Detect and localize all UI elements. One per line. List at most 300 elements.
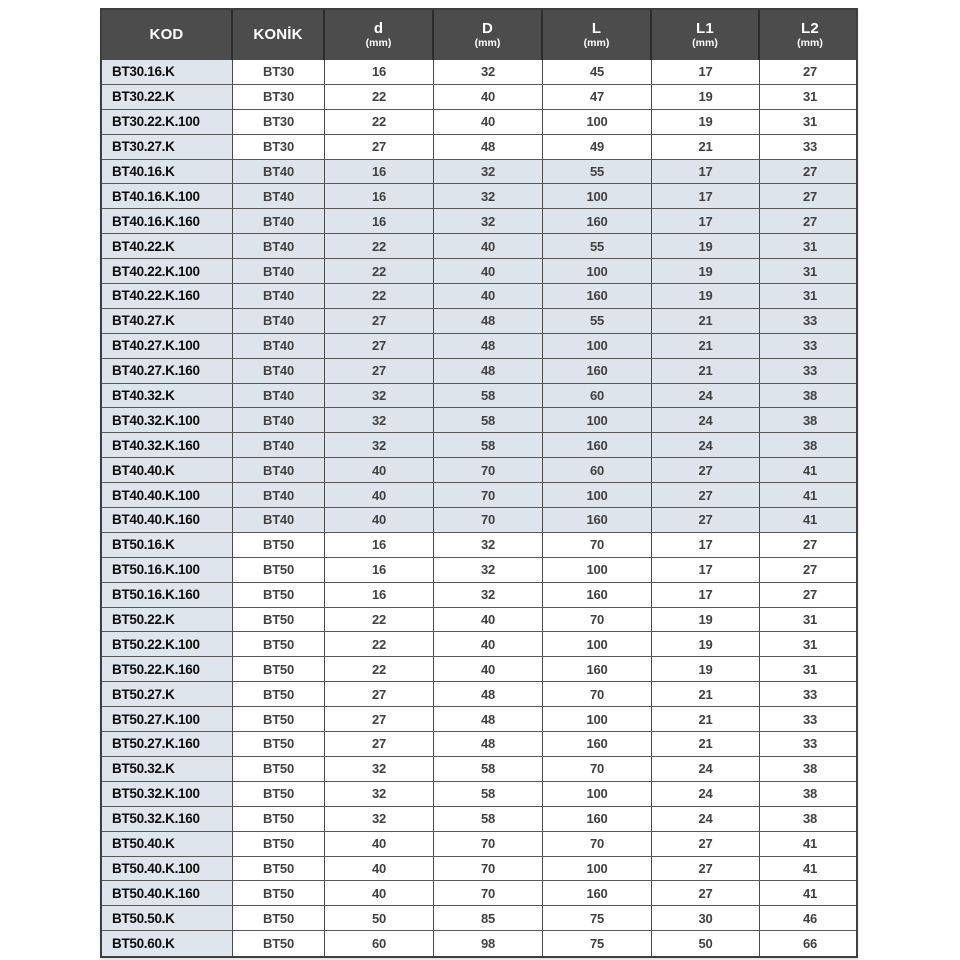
cell-l1: 19 <box>652 259 760 283</box>
column-unit: (mm) <box>797 36 823 49</box>
cell-l2: 38 <box>802 388 818 404</box>
table-row <box>102 284 856 309</box>
cell-l: 160 <box>543 807 652 831</box>
cell-d: 27 <box>325 732 434 756</box>
cell-l: 160 <box>543 359 652 383</box>
cell-l: 100 <box>543 483 652 507</box>
cell-l1: 17 <box>652 60 760 84</box>
cell-konik: BT40 <box>233 234 325 258</box>
cell-dcap: 58 <box>434 408 543 432</box>
cell-d: 22 <box>325 110 434 134</box>
cell-kod: BT50.50.K <box>102 906 233 930</box>
cell-dcap: 58 <box>434 782 543 806</box>
cell-kod: BT50.32.K.160 <box>102 807 233 831</box>
cell-l1: 27 <box>652 508 760 532</box>
cell-l: 100 <box>543 259 652 283</box>
cell-dcap: 32 <box>434 60 543 84</box>
cell-kod: BT40.16.K.160 <box>102 209 233 233</box>
column-unit: (mm) <box>692 36 718 49</box>
cell-kod: BT50.16.K.100 <box>102 558 233 582</box>
cell-d: 40 <box>325 508 434 532</box>
cell-dcap: 98 <box>434 931 543 956</box>
cell-d: 16 <box>325 60 434 84</box>
cell-dcap: 58 <box>434 433 543 457</box>
cell-l1: 30 <box>652 906 760 930</box>
column-label: L2 <box>801 20 819 38</box>
cell-l2: 27 <box>802 188 818 204</box>
cell-d: 22 <box>325 608 434 632</box>
cell-kod: BT40.32.K.100 <box>102 408 233 432</box>
cell-konik: BT40 <box>233 359 325 383</box>
table-row <box>102 408 856 433</box>
cell-l2: 38 <box>802 437 818 453</box>
table-row <box>102 433 856 458</box>
tool-holder-spec-table <box>100 8 858 958</box>
cell-dcap: 70 <box>434 857 543 881</box>
cell-l: 100 <box>543 184 652 208</box>
table-row <box>102 583 856 608</box>
cell-l1: 21 <box>652 732 760 756</box>
cell-konik: BT40 <box>233 309 325 333</box>
cell-l2: 41 <box>802 836 818 852</box>
cell-l1: 21 <box>652 309 760 333</box>
column-header-l1 <box>652 10 760 60</box>
cell-l1: 24 <box>652 782 760 806</box>
cell-d: 40 <box>325 857 434 881</box>
column-header-dcap <box>434 10 543 60</box>
cell-l2: 31 <box>802 661 818 677</box>
cell-l2: 33 <box>802 711 818 727</box>
cell-d: 22 <box>325 234 434 258</box>
cell-l: 160 <box>543 732 652 756</box>
cell-konik: BT30 <box>233 85 325 109</box>
cell-l: 100 <box>543 857 652 881</box>
cell-l: 160 <box>543 657 652 681</box>
cell-l2: 27 <box>802 562 818 578</box>
cell-konik: BT50 <box>233 707 325 731</box>
table-row <box>102 110 856 135</box>
table-row <box>102 384 856 409</box>
cell-l1: 27 <box>652 881 760 905</box>
cell-dcap: 48 <box>434 135 543 159</box>
cell-kod: BT40.22.K.160 <box>102 284 233 308</box>
cell-kod: BT30.16.K <box>102 60 233 84</box>
cell-l2: 38 <box>802 412 818 428</box>
cell-l2: 33 <box>802 139 818 155</box>
cell-l1: 17 <box>652 184 760 208</box>
cell-l: 100 <box>543 782 652 806</box>
cell-konik: BT50 <box>233 857 325 881</box>
cell-konik: BT50 <box>233 682 325 706</box>
cell-dcap: 70 <box>434 483 543 507</box>
cell-dcap: 40 <box>434 85 543 109</box>
cell-d: 32 <box>325 757 434 781</box>
cell-l: 60 <box>543 384 652 408</box>
cell-dcap: 48 <box>434 334 543 358</box>
cell-l2: 33 <box>802 313 818 329</box>
table-row <box>102 259 856 284</box>
cell-dcap: 48 <box>434 732 543 756</box>
cell-konik: BT40 <box>233 408 325 432</box>
cell-d: 22 <box>325 284 434 308</box>
cell-l1: 24 <box>652 384 760 408</box>
table-row <box>102 608 856 633</box>
cell-dcap: 40 <box>434 110 543 134</box>
cell-kod: BT50.32.K <box>102 757 233 781</box>
cell-d: 32 <box>325 384 434 408</box>
cell-l1: 24 <box>652 757 760 781</box>
cell-d: 16 <box>325 533 434 557</box>
cell-dcap: 32 <box>434 583 543 607</box>
cell-konik: BT50 <box>233 832 325 856</box>
cell-l: 55 <box>543 160 652 184</box>
cell-d: 22 <box>325 657 434 681</box>
table-row <box>102 234 856 259</box>
cell-l1: 19 <box>652 85 760 109</box>
cell-d: 32 <box>325 782 434 806</box>
cell-l2: 27 <box>802 537 818 553</box>
table-row <box>102 807 856 832</box>
cell-dcap: 32 <box>434 533 543 557</box>
cell-l: 55 <box>543 234 652 258</box>
cell-l2: 31 <box>802 612 818 628</box>
cell-konik: BT40 <box>233 284 325 308</box>
cell-l1: 19 <box>652 284 760 308</box>
cell-kod: BT40.27.K.160 <box>102 359 233 383</box>
column-header-kod <box>102 10 233 60</box>
table-row <box>102 657 856 682</box>
cell-kod: BT40.40.K <box>102 458 233 482</box>
table-row <box>102 533 856 558</box>
cell-l: 75 <box>543 906 652 930</box>
cell-kod: BT30.22.K <box>102 85 233 109</box>
cell-konik: BT50 <box>233 657 325 681</box>
cell-konik: BT50 <box>233 583 325 607</box>
cell-l1: 27 <box>652 483 760 507</box>
cell-dcap: 58 <box>434 384 543 408</box>
cell-l2: 31 <box>802 114 818 130</box>
cell-l2: 33 <box>802 338 818 354</box>
table-row <box>102 906 856 931</box>
cell-l2: 33 <box>802 686 818 702</box>
table-row <box>102 184 856 209</box>
cell-l: 100 <box>543 707 652 731</box>
cell-konik: BT50 <box>233 881 325 905</box>
cell-kod: BT50.22.K <box>102 608 233 632</box>
cell-kod: BT50.27.K <box>102 682 233 706</box>
cell-kod: BT40.27.K.100 <box>102 334 233 358</box>
cell-dcap: 48 <box>434 682 543 706</box>
cell-dcap: 40 <box>434 234 543 258</box>
cell-kod: BT50.32.K.100 <box>102 782 233 806</box>
cell-konik: BT50 <box>233 931 325 956</box>
cell-kod: BT50.16.K <box>102 533 233 557</box>
cell-dcap: 70 <box>434 508 543 532</box>
cell-kod: BT50.27.K.100 <box>102 707 233 731</box>
cell-l2: 41 <box>802 885 818 901</box>
cell-kod: BT50.22.K.160 <box>102 657 233 681</box>
table-row <box>102 209 856 234</box>
cell-dcap: 70 <box>434 881 543 905</box>
cell-d: 16 <box>325 583 434 607</box>
cell-l: 160 <box>543 583 652 607</box>
cell-d: 27 <box>325 309 434 333</box>
cell-l: 160 <box>543 284 652 308</box>
cell-l: 100 <box>543 558 652 582</box>
cell-l2: 41 <box>802 487 818 503</box>
column-header-d <box>325 10 434 60</box>
cell-l1: 19 <box>652 234 760 258</box>
cell-d: 16 <box>325 209 434 233</box>
cell-dcap: 32 <box>434 160 543 184</box>
column-label: D <box>481 20 494 38</box>
table-row <box>102 782 856 807</box>
cell-dcap: 58 <box>434 757 543 781</box>
cell-konik: BT40 <box>233 508 325 532</box>
cell-konik: BT40 <box>233 384 325 408</box>
cell-l: 47 <box>543 85 652 109</box>
cell-l: 70 <box>543 757 652 781</box>
cell-konik: BT30 <box>233 60 325 84</box>
table-body <box>102 60 856 956</box>
cell-l1: 17 <box>652 533 760 557</box>
cell-l: 55 <box>543 309 652 333</box>
cell-l1: 19 <box>652 110 760 134</box>
cell-l2: 31 <box>802 263 818 279</box>
cell-konik: BT40 <box>233 433 325 457</box>
cell-kod: BT40.27.K <box>102 309 233 333</box>
cell-d: 40 <box>325 832 434 856</box>
table-row <box>102 135 856 160</box>
cell-d: 27 <box>325 334 434 358</box>
cell-kod: BT30.27.K <box>102 135 233 159</box>
table-row <box>102 707 856 732</box>
cell-l2: 31 <box>802 636 818 652</box>
cell-l: 70 <box>543 608 652 632</box>
cell-konik: BT50 <box>233 757 325 781</box>
cell-l1: 24 <box>652 807 760 831</box>
table-row <box>102 832 856 857</box>
cell-l2: 31 <box>802 89 818 105</box>
table-row <box>102 757 856 782</box>
column-unit: (mm) <box>583 36 610 49</box>
table-row <box>102 60 856 85</box>
cell-l: 70 <box>543 832 652 856</box>
cell-konik: BT50 <box>233 906 325 930</box>
cell-kod: BT40.32.K <box>102 384 233 408</box>
cell-l1: 17 <box>652 558 760 582</box>
cell-konik: BT30 <box>233 135 325 159</box>
cell-kod: BT40.22.K <box>102 234 233 258</box>
cell-d: 22 <box>325 632 434 656</box>
cell-l: 49 <box>543 135 652 159</box>
cell-l1: 21 <box>652 707 760 731</box>
column-header-konik <box>233 10 325 60</box>
column-header-l <box>543 10 652 60</box>
cell-konik: BT50 <box>233 558 325 582</box>
table-row <box>102 857 856 882</box>
cell-dcap: 48 <box>434 309 543 333</box>
cell-konik: BT40 <box>233 334 325 358</box>
cell-l2: 38 <box>802 811 818 827</box>
cell-kod: BT50.40.K.160 <box>102 881 233 905</box>
cell-dcap: 58 <box>434 807 543 831</box>
cell-dcap: 32 <box>434 558 543 582</box>
cell-l1: 27 <box>652 458 760 482</box>
cell-d: 27 <box>325 707 434 731</box>
cell-d: 50 <box>325 906 434 930</box>
column-label: L <box>591 20 602 38</box>
cell-konik: BT50 <box>233 807 325 831</box>
cell-kod: BT50.27.K.160 <box>102 732 233 756</box>
table-row <box>102 458 856 483</box>
cell-kod: BT40.22.K.100 <box>102 259 233 283</box>
cell-l: 160 <box>543 433 652 457</box>
cell-d: 32 <box>325 807 434 831</box>
cell-l: 100 <box>543 110 652 134</box>
cell-l1: 19 <box>652 608 760 632</box>
column-label: L1 <box>696 20 714 38</box>
cell-d: 27 <box>325 359 434 383</box>
cell-konik: BT50 <box>233 632 325 656</box>
table-row <box>102 483 856 508</box>
cell-l1: 21 <box>652 359 760 383</box>
cell-l1: 50 <box>652 931 760 956</box>
cell-l2: 41 <box>802 462 818 478</box>
cell-d: 60 <box>325 931 434 956</box>
cell-konik: BT40 <box>233 209 325 233</box>
cell-l1: 27 <box>652 857 760 881</box>
cell-l1: 17 <box>652 209 760 233</box>
cell-kod: BT30.22.K.100 <box>102 110 233 134</box>
table-row <box>102 881 856 906</box>
column-label: d <box>373 20 384 38</box>
cell-d: 32 <box>325 433 434 457</box>
cell-konik: BT40 <box>233 160 325 184</box>
cell-d: 40 <box>325 881 434 905</box>
table-row <box>102 309 856 334</box>
cell-d: 16 <box>325 160 434 184</box>
cell-kod: BT40.16.K.100 <box>102 184 233 208</box>
cell-l2: 27 <box>802 213 818 229</box>
cell-l2: 66 <box>802 936 818 952</box>
cell-l1: 27 <box>652 832 760 856</box>
cell-kod: BT50.16.K.160 <box>102 583 233 607</box>
cell-l1: 21 <box>652 135 760 159</box>
table-row <box>102 732 856 757</box>
cell-l1: 19 <box>652 632 760 656</box>
column-unit: (mm) <box>474 36 501 49</box>
cell-l: 100 <box>543 408 652 432</box>
table-row <box>102 682 856 707</box>
cell-l: 160 <box>543 508 652 532</box>
table-row <box>102 85 856 110</box>
table-row <box>102 359 856 384</box>
cell-dcap: 85 <box>434 906 543 930</box>
cell-dcap: 70 <box>434 458 543 482</box>
cell-l1: 17 <box>652 583 760 607</box>
cell-konik: BT50 <box>233 732 325 756</box>
cell-d: 16 <box>325 558 434 582</box>
cell-l2: 27 <box>802 164 818 179</box>
cell-kod: BT40.16.K <box>102 160 233 184</box>
cell-d: 22 <box>325 85 434 109</box>
cell-dcap: 32 <box>434 209 543 233</box>
cell-l: 100 <box>543 334 652 358</box>
cell-l1: 24 <box>652 433 760 457</box>
cell-l2: 41 <box>802 512 818 528</box>
cell-konik: BT50 <box>233 782 325 806</box>
cell-l: 70 <box>543 533 652 557</box>
cell-dcap: 40 <box>434 284 543 308</box>
cell-dcap: 48 <box>434 359 543 383</box>
cell-l1: 24 <box>652 408 760 432</box>
cell-dcap: 40 <box>434 632 543 656</box>
cell-l2: 27 <box>802 64 818 80</box>
cell-l2: 33 <box>802 736 818 752</box>
cell-l2: 41 <box>802 860 818 876</box>
cell-l2: 33 <box>802 363 818 379</box>
cell-konik: BT40 <box>233 184 325 208</box>
cell-d: 40 <box>325 483 434 507</box>
cell-konik: BT40 <box>233 458 325 482</box>
cell-l2: 38 <box>802 786 818 802</box>
cell-l1: 21 <box>652 334 760 358</box>
cell-l1: 19 <box>652 657 760 681</box>
cell-l2: 31 <box>802 288 818 304</box>
column-label: KOD <box>149 26 184 44</box>
cell-l2: 38 <box>802 761 818 777</box>
cell-kod: BT50.40.K.100 <box>102 857 233 881</box>
cell-l: 45 <box>543 60 652 84</box>
column-header-l2 <box>760 10 860 60</box>
cell-l2: 31 <box>802 238 818 254</box>
cell-dcap: 40 <box>434 608 543 632</box>
cell-d: 40 <box>325 458 434 482</box>
column-unit: (mm) <box>365 36 392 49</box>
cell-l: 75 <box>543 931 652 956</box>
cell-l: 160 <box>543 881 652 905</box>
column-label: KONİK <box>253 26 303 44</box>
table-row <box>102 160 856 185</box>
cell-konik: BT50 <box>233 608 325 632</box>
table-row <box>102 508 856 533</box>
cell-konik: BT40 <box>233 483 325 507</box>
cell-l: 60 <box>543 458 652 482</box>
cell-kod: BT50.40.K <box>102 832 233 856</box>
cell-l2: 27 <box>802 587 818 603</box>
cell-kod: BT40.40.K.160 <box>102 508 233 532</box>
cell-konik: BT40 <box>233 259 325 283</box>
cell-konik: BT50 <box>233 533 325 557</box>
cell-dcap: 48 <box>434 707 543 731</box>
table-row <box>102 334 856 359</box>
cell-konik: BT30 <box>233 110 325 134</box>
table-row <box>102 632 856 657</box>
cell-kod: BT50.22.K.100 <box>102 632 233 656</box>
cell-kod: BT40.32.K.160 <box>102 433 233 457</box>
cell-d: 32 <box>325 408 434 432</box>
cell-l: 70 <box>543 682 652 706</box>
cell-l1: 17 <box>652 160 760 184</box>
cell-l: 160 <box>543 209 652 233</box>
cell-d: 27 <box>325 135 434 159</box>
cell-kod: BT50.60.K <box>102 931 233 956</box>
cell-dcap: 32 <box>434 184 543 208</box>
cell-l1: 21 <box>652 682 760 706</box>
table-row <box>102 558 856 583</box>
cell-kod: BT40.40.K.100 <box>102 483 233 507</box>
